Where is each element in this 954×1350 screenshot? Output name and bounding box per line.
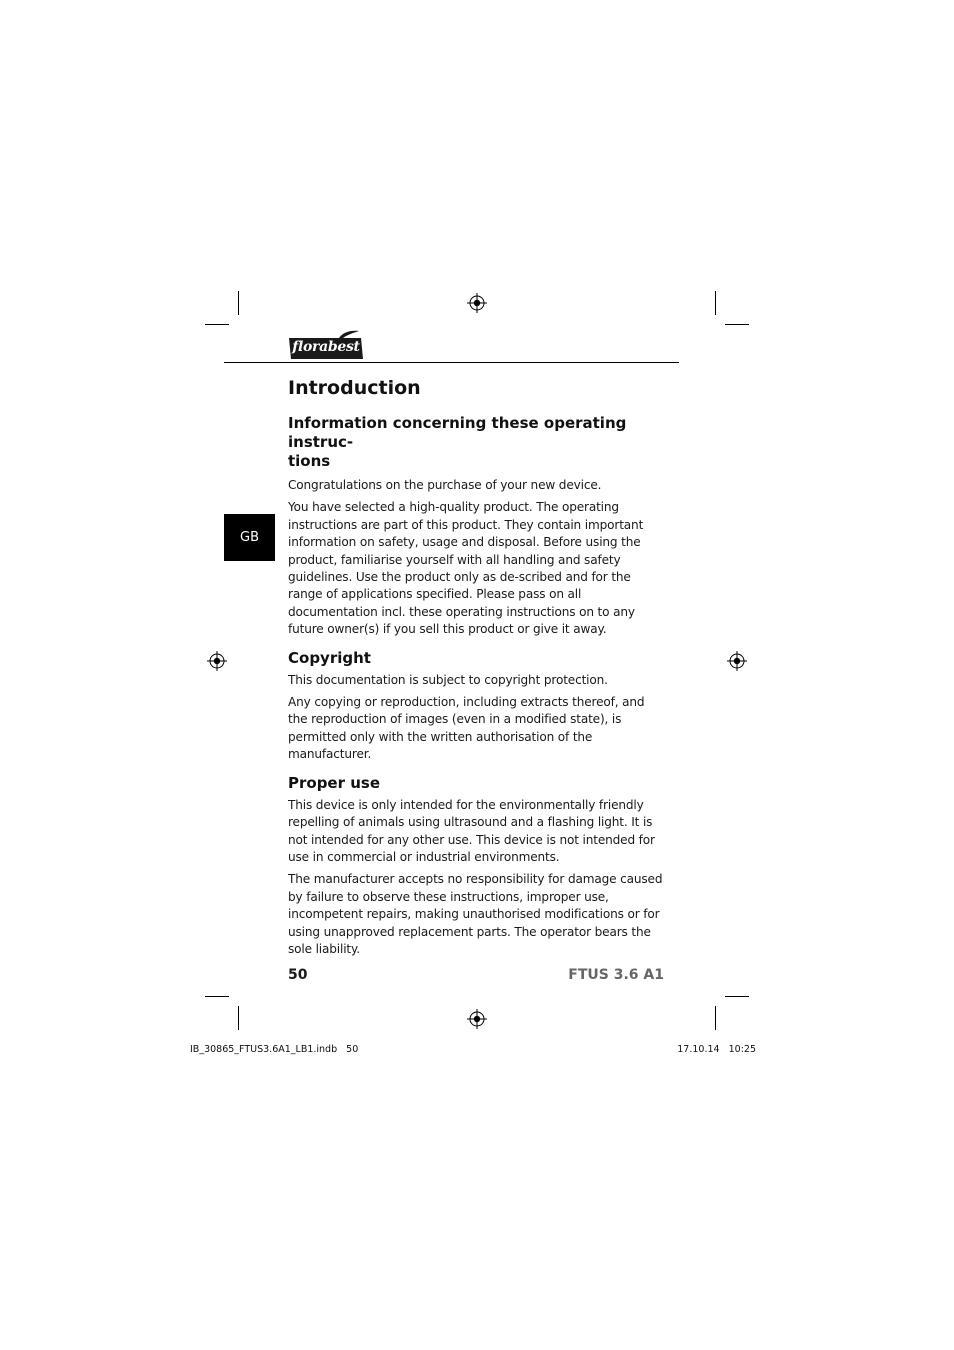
header-rule bbox=[224, 362, 679, 363]
paragraph: This device is only intended for the environmentally friendly repelling of animals using ultrasound and a flashing light. It is not intended for any other use. This device is not intended for use in commercial or industrial environments. bbox=[288, 797, 655, 864]
crop-mark bbox=[715, 1006, 716, 1030]
slug-date: 17.10.14 10:25 bbox=[677, 1044, 756, 1055]
paragraph: You have selected a high-quality product. The operating instructions are part of this product. They contain important information on safety, usage and disposal. Before using the product, familiarise yourself with all handling and safety guidelines. Use the product only as de-scribed and for the range of applications specified. Please pass on all documentation incl. these operating instructions on to any future owner(s) if you sell this product or give it away. bbox=[288, 500, 644, 637]
crop-mark bbox=[238, 291, 239, 315]
slug-file: IB_30865_FTUS3.6A1_LB1.indb 50 bbox=[190, 1044, 359, 1055]
registration-mark-icon bbox=[467, 1009, 487, 1029]
model-number: FTUS 3.6 A1 bbox=[568, 967, 664, 983]
main-content bbox=[288, 376, 666, 958]
page-title: Introduction bbox=[288, 377, 421, 399]
crop-mark bbox=[238, 1006, 239, 1030]
paragraph: This documentation is subject to copyright protection. bbox=[288, 672, 608, 687]
paragraph: The manufacturer accepts no responsibility for damage caused by failure to observe these instructions, improper use, incompetent repairs, making unauthorised modifications or for using unapproved replacement parts. The operator bears the sole liability. bbox=[288, 872, 663, 956]
paragraph: Any copying or reproduction, including extracts thereof, and the reproduction of images (even in a modified state), is permitted only with the written authorisation of the manufacturer. bbox=[288, 695, 645, 762]
section-heading: Proper use bbox=[288, 773, 381, 792]
registration-mark-icon bbox=[467, 293, 487, 313]
section-heading: Information concerning these operating instruc- tions bbox=[288, 414, 627, 470]
registration-mark-icon bbox=[207, 651, 227, 671]
crop-mark bbox=[725, 996, 749, 997]
crop-mark bbox=[205, 996, 229, 997]
crop-mark bbox=[725, 324, 749, 325]
paragraph: Congratulations on the purchase of your new device. bbox=[288, 478, 602, 492]
section-heading: Copyright bbox=[288, 648, 371, 667]
registration-mark-icon bbox=[727, 651, 747, 671]
crop-mark bbox=[205, 324, 229, 325]
page-number: 50 bbox=[288, 967, 308, 983]
logo-text: florabest bbox=[292, 339, 360, 355]
crop-mark bbox=[715, 291, 716, 315]
language-tab: GB bbox=[224, 514, 275, 561]
